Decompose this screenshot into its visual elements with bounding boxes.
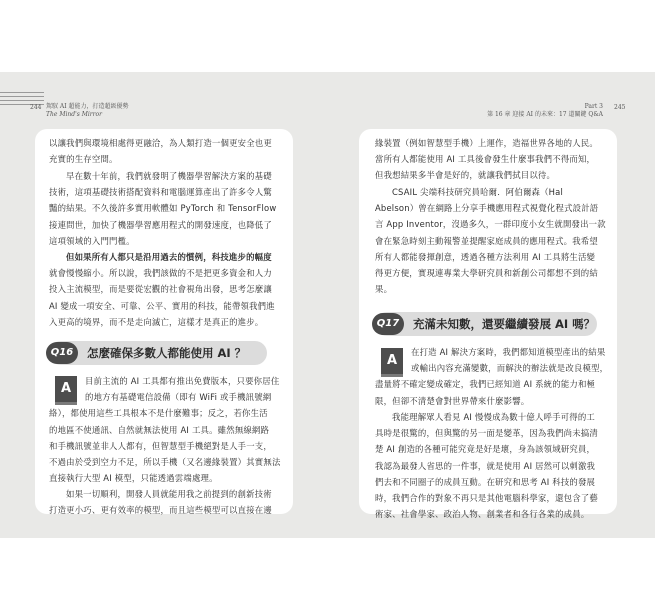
question-16-heading [49, 341, 267, 365]
book-title: 駕馭 AI 超能力，打造超級優勢 [46, 103, 129, 110]
right-running-header [487, 103, 603, 119]
question-badge: Q16 [46, 342, 78, 364]
answer-badge: A [381, 348, 403, 374]
left-running-header [46, 103, 129, 119]
left-paragraph-3: 但如果所有人都只是沿用過去的慣例，科技進步的幅度 就會慢慢縮小。所以說，我們該做的不是把更多資金和人力 投入主流模型，而是要從宏觀的社會視角出發，思考怎麼讓 AI 變成一項安全、可靠、公平、實用的科技，能帶領我們進 入更高的境界，而不是走向滅亡，這樣才是真正的進步。 [49, 252, 275, 327]
question-text: 怎麼確保多數人都能使用 AI ？ [87, 346, 247, 360]
left-page-number: 244 [30, 104, 42, 111]
question-17-heading [375, 312, 597, 336]
answer-badge: A [55, 376, 77, 402]
right-page-number: 245 [614, 104, 626, 111]
question-badge: Q17 [372, 313, 404, 335]
right-answer-paragraph-1: 在打造 AI 解決方案時，我們都知道模型產出的結果 或輸出內容充滿變數，而解決的辦法就是改良模型， 盡量將不確定變成確定，我們已經知道 AI 系統的能力和極 限，但卻不清楚會對世界帶來什麼影響。 [375, 347, 609, 406]
right-paragraph-2: CSAIL 尖端科技研究員哈爾．阿伯爾森（Hal Abelson）曾在網路上分享手機應用程式視覺化程式設計語 言 App Inventor，沒過多久，一群印度小女生就開發出一款 會在緊急時刻主動報警並提醒家庭成員的應用程式。我希望 所有人都能發揮創意，透過各種方法利用 AI 工具將生活變 得更方便，實現連專業大學研究員和新創公司都想不到的結 果。 [375, 187, 606, 295]
left-paragraph-2: 早在數十年前，我們就發明了機器學習解決方案的基礎 技術，這項基礎技術搭配資料和電腦運算產出了許多令人驚 豔的結果。不久後許多實用軟體如 PyTorch 和 TensorFlow 接連問世，加快了機器學習應用程式的開發速度，也降低了 這項領域的入門門檻。 [49, 171, 277, 246]
right-paragraph-1: 緣裝置（例如智慧型手機）上運作，造福世界各地的人民。 當所有人都能使用 AI 工具後會發生什麼事我們不得而知， 但我想結果多半會是好的，就讓我們拭目以待。 [375, 138, 598, 181]
left-answer-paragraph-1: 目前主流的 AI 工具都有推出免費版本，只要你居住 的地方有基礎電信設備（即有 WiFi 或手機訊號網 絡），都使用這些工具根本不是什麼難事；反之，若你生活 的地區不使通訊、自然就無法使用 AI 工具。雖然無線網路 和手機訊號並非人人都有，但智慧型手機絕對是人手一支， 不過由於受到空力不足，所以手機（又名邊緣裝置）其實無法 直接執行大型 AI 模型，只能透過雲端處理。 [49, 376, 281, 484]
left-answer-paragraph-2: 如果一切順利，開發人員就能用我之前提到的創新技術 打造更小巧、更有效率的模型，而且這些模型可以直接在邊 [49, 489, 272, 516]
part-label: Part 3 [584, 103, 603, 110]
left-paragraph-1: 以讓我們與環境相處得更融洽，為人類打造一個更安全也更 充實的生存空間。 [49, 138, 272, 165]
left-page [35, 129, 293, 514]
chapter-label: 第 16 章 迎接 AI 的未來：17 道關鍵 Q&A [487, 111, 603, 118]
right-page [359, 129, 617, 520]
right-answer-paragraph-2: 我能理解眾人看見 AI 慢慢成為數十億人呼手可得的工 具時是很驚的，但與驚的另一面是變革，因為我們尚未搞清 楚 AI 創造的各種可能究竟是好是壞，身為該領域研究員， 我認為最發人省思的一件事，就是使用 AI 居然可以刺激我 們去和不同圈子的成員互動。在研究和思考 AI 科技的發展 時，我們合作的對象不再只是其他電腦科學家，還包含了藝 術家、社會學家、政治人物、創業者和各行各業的成員。 [375, 412, 598, 520]
book-subtitle: The Mind's Mirror [46, 111, 103, 118]
question-text: 充滿未知數，還要繼續發展 AI 嗎？ [413, 317, 596, 331]
